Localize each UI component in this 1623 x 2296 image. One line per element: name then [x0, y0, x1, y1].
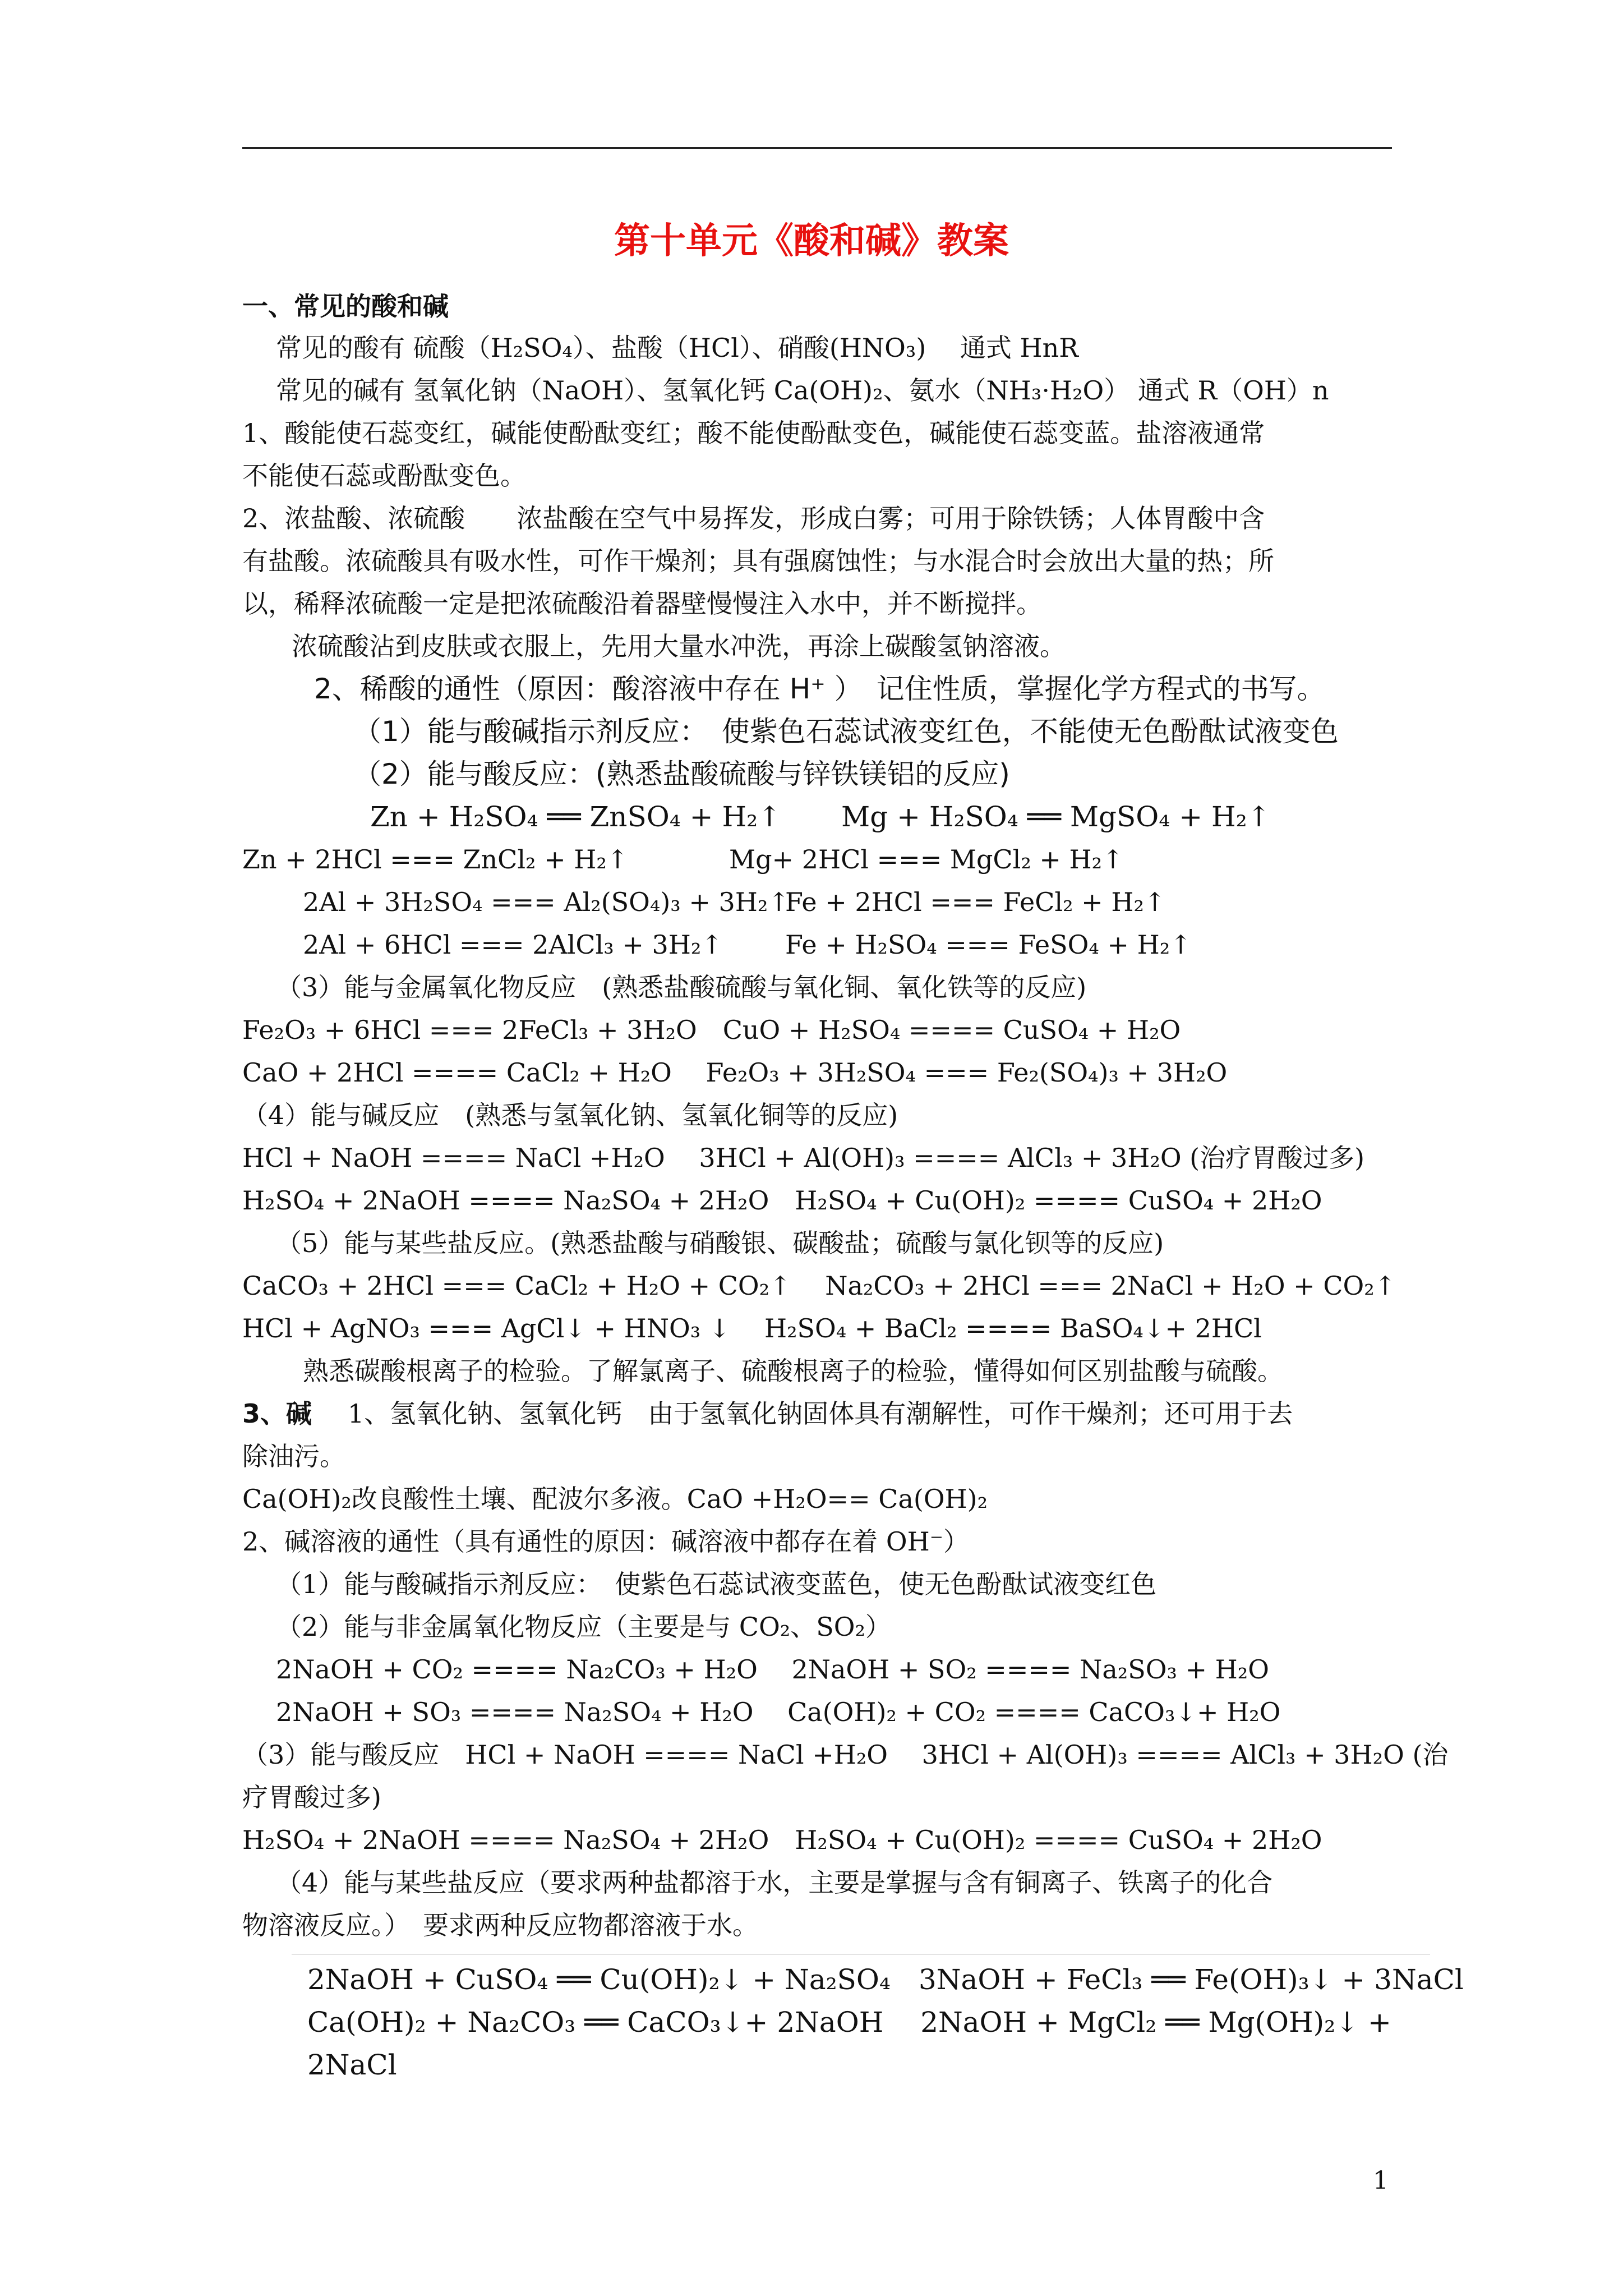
pasted-equation: Ca(OH)₂ + Na₂CO₃ ══ CaCO₃↓+ 2NaOH 2NaOH + MgCl₂ ══ Mg(OH)₂↓ +: [307, 2006, 1391, 2039]
pasted-line: （2）能与酸反应：(熟悉盐酸硫酸与锌铁镁铝的反应): [353, 758, 1010, 790]
equation: Fe₂O₃ + 6HCl === 2FeCl₃ + 3H₂O CuO + H₂SO₄ ==== CuSO₄ + H₂O: [242, 1015, 1181, 1045]
page-title: 第十单元《酸和碱》教案: [614, 220, 1009, 262]
text-line: （2）能与非金属氧化物反应（主要是与 CO₂、SO₂）: [276, 1612, 891, 1642]
text-line: 物溶液反应。） 要求两种反应物都溶液于水。: [242, 1910, 758, 1940]
equation: 2NaOH + CO₂ ==== Na₂CO₃ + H₂O 2NaOH + SO₂ ==== Na₂SO₃ + H₂O: [276, 1654, 1269, 1685]
equation: HCl + AgNO₃ === AgCl↓ + HNO₃ ↓ H₂SO₄ + BaCl₂ ==== BaSO₄↓+ 2HCl: [242, 1313, 1262, 1343]
text-line: 1、酸能使石蕊变红，碱能使酚酞变红；酸不能使酚酞变色，碱能使石蕊变蓝。盐溶液通常: [242, 418, 1265, 448]
text-line: （5）能与某些盐反应。(熟悉盐酸与硝酸银、碳酸盐；硫酸与氯化钡等的反应): [276, 1228, 1164, 1258]
text-line: Ca(OH)₂改良酸性土壤、配波尔多液。CaO +H₂O== Ca(OH)₂: [242, 1484, 988, 1514]
header-rule: [242, 147, 1392, 149]
section-heading-1: 一、常见的酸和碱: [242, 291, 449, 321]
text-line: 有盐酸。浓硫酸具有吸水性，可作干燥剂；具有强腐蚀性；与水混合时会放出大量的热；所: [242, 546, 1274, 576]
equation: Fe + H₂SO₄ === FeSO₄ + H₂↑: [785, 930, 1192, 960]
text-line: 常见的酸有 硫酸（H₂SO₄）、盐酸（HCl）、硝酸(HNO₃) 通式 HnR: [276, 333, 1078, 363]
equation: Mg + H₂SO₄ ══ MgSO₄ + H₂↑: [841, 800, 1271, 833]
equation: Zn + 2HCl === ZnCl₂ + H₂↑: [242, 844, 629, 875]
text-line: （1）能与酸碱指示剂反应： 使紫色石蕊试液变蓝色，使无色酚酞试液变红色: [276, 1569, 1157, 1599]
equation: CaO + 2HCl ==== CaCl₂ + H₂O Fe₂O₃ + 3H₂SO₄ === Fe₂(SO₄)₃ + 3H₂O: [242, 1057, 1228, 1088]
equation: Mg+ 2HCl === MgCl₂ + H₂↑: [729, 844, 1124, 875]
equation: 2Al + 3H₂SO₄ === Al₂(SO₄)₃ + 3H₂↑: [303, 887, 790, 917]
text-line: 常见的碱有 氢氧化钠（NaOH）、氢氧化钙 Ca(OH)₂、氨水（NH₃·H₂O） 通式 R（OH）n: [276, 375, 1329, 406]
text-line: 疗胃酸过多): [242, 1782, 381, 1812]
text-line: 以，稀释浓硫酸一定是把浓硫酸沿着器壁慢慢注入水中，并不断搅拌。: [242, 588, 1042, 619]
text-line: （4）能与某些盐反应（要求两种盐都溶于水，主要是掌握与含有铜离子、铁离子的化合: [276, 1867, 1273, 1898]
text-line: 不能使石蕊或酚酞变色。: [242, 461, 526, 491]
text-line: 1、氢氧化钠、氢氧化钙 由于氢氧化钠固体具有潮解性，可作干燥剂；还可用于去: [348, 1398, 1293, 1429]
pasted-equation: 2NaOH + CuSO₄ ══ Cu(OH)₂↓ + Na₂SO₄ 3NaOH + FeCl₃ ══ Fe(OH)₃↓ + 3NaCl: [307, 1963, 1464, 1996]
text-line: （3）能与酸反应 HCl + NaOH ==== NaCl +H₂O 3HCl + Al(OH)₃ ==== AlCl₃ + 3H₂O (治: [242, 1740, 1449, 1770]
equation: H₂SO₄ + 2NaOH ==== Na₂SO₄ + 2H₂O H₂SO₄ + Cu(OH)₂ ==== CuSO₄ + 2H₂O: [242, 1185, 1322, 1216]
pasted-block-border: [292, 1954, 1430, 1955]
equation: 2Al + 6HCl === 2AlCl₃ + 3H₂↑: [303, 930, 723, 960]
equation: 2NaOH + SO₃ ==== Na₂SO₄ + H₂O Ca(OH)₂ + CO₂ ==== CaCO₃↓+ H₂O: [276, 1697, 1281, 1727]
text-line: （3）能与金属氧化物反应 (熟悉盐酸硫酸与氧化铜、氧化铁等的反应): [276, 972, 1087, 1002]
section-heading-3: 3、碱: [242, 1398, 312, 1429]
pasted-line: （1）能与酸碱指示剂反应： 使紫色石蕊试液变红色，不能使无色酚酞试液变色: [353, 715, 1339, 748]
text-line: 浓硫酸沾到皮肤或衣服上，先用大量水冲洗，再涂上碳酸氢钠溶液。: [292, 631, 1066, 661]
equation: Fe + 2HCl === FeCl₂ + H₂↑: [785, 887, 1166, 917]
equation: CaCO₃ + 2HCl === CaCl₂ + H₂O + CO₂↑ Na₂CO₃ + 2HCl === 2NaCl + H₂O + CO₂↑: [242, 1271, 1396, 1301]
text-line: 熟悉碳酸根离子的检验。了解氯离子、硫酸根离子的检验，懂得如何区别盐酸与硫酸。: [303, 1356, 1283, 1386]
text-line: （4）能与碱反应 (熟悉与氢氧化钠、氢氧化铜等的反应): [242, 1100, 898, 1130]
equation: HCl + NaOH ==== NaCl +H₂O 3HCl + Al(OH)₃ ==== AlCl₃ + 3H₂O (治疗胃酸过多): [242, 1143, 1365, 1173]
pasted-equation: 2NaCl: [307, 2049, 397, 2081]
pasted-line: 2、稀酸的通性（原因：酸溶液中存在 H⁺ ） 记住性质，掌握化学方程式的书写。: [314, 673, 1325, 705]
text-line: 2、浓盐酸、浓硫酸 浓盐酸在空气中易挥发，形成白雾；可用于除铁锈；人体胃酸中含: [242, 503, 1265, 533]
page-number: 1: [1373, 2166, 1389, 2195]
text-line: 2、碱溶液的通性（具有通性的原因：碱溶液中都存在着 OH⁻）: [242, 1526, 969, 1557]
equation: Zn + H₂SO₄ ══ ZnSO₄ + H₂↑: [370, 800, 782, 833]
text-line: 除油污。: [242, 1441, 345, 1471]
equation: H₂SO₄ + 2NaOH ==== Na₂SO₄ + 2H₂O H₂SO₄ + Cu(OH)₂ ==== CuSO₄ + 2H₂O: [242, 1825, 1322, 1855]
